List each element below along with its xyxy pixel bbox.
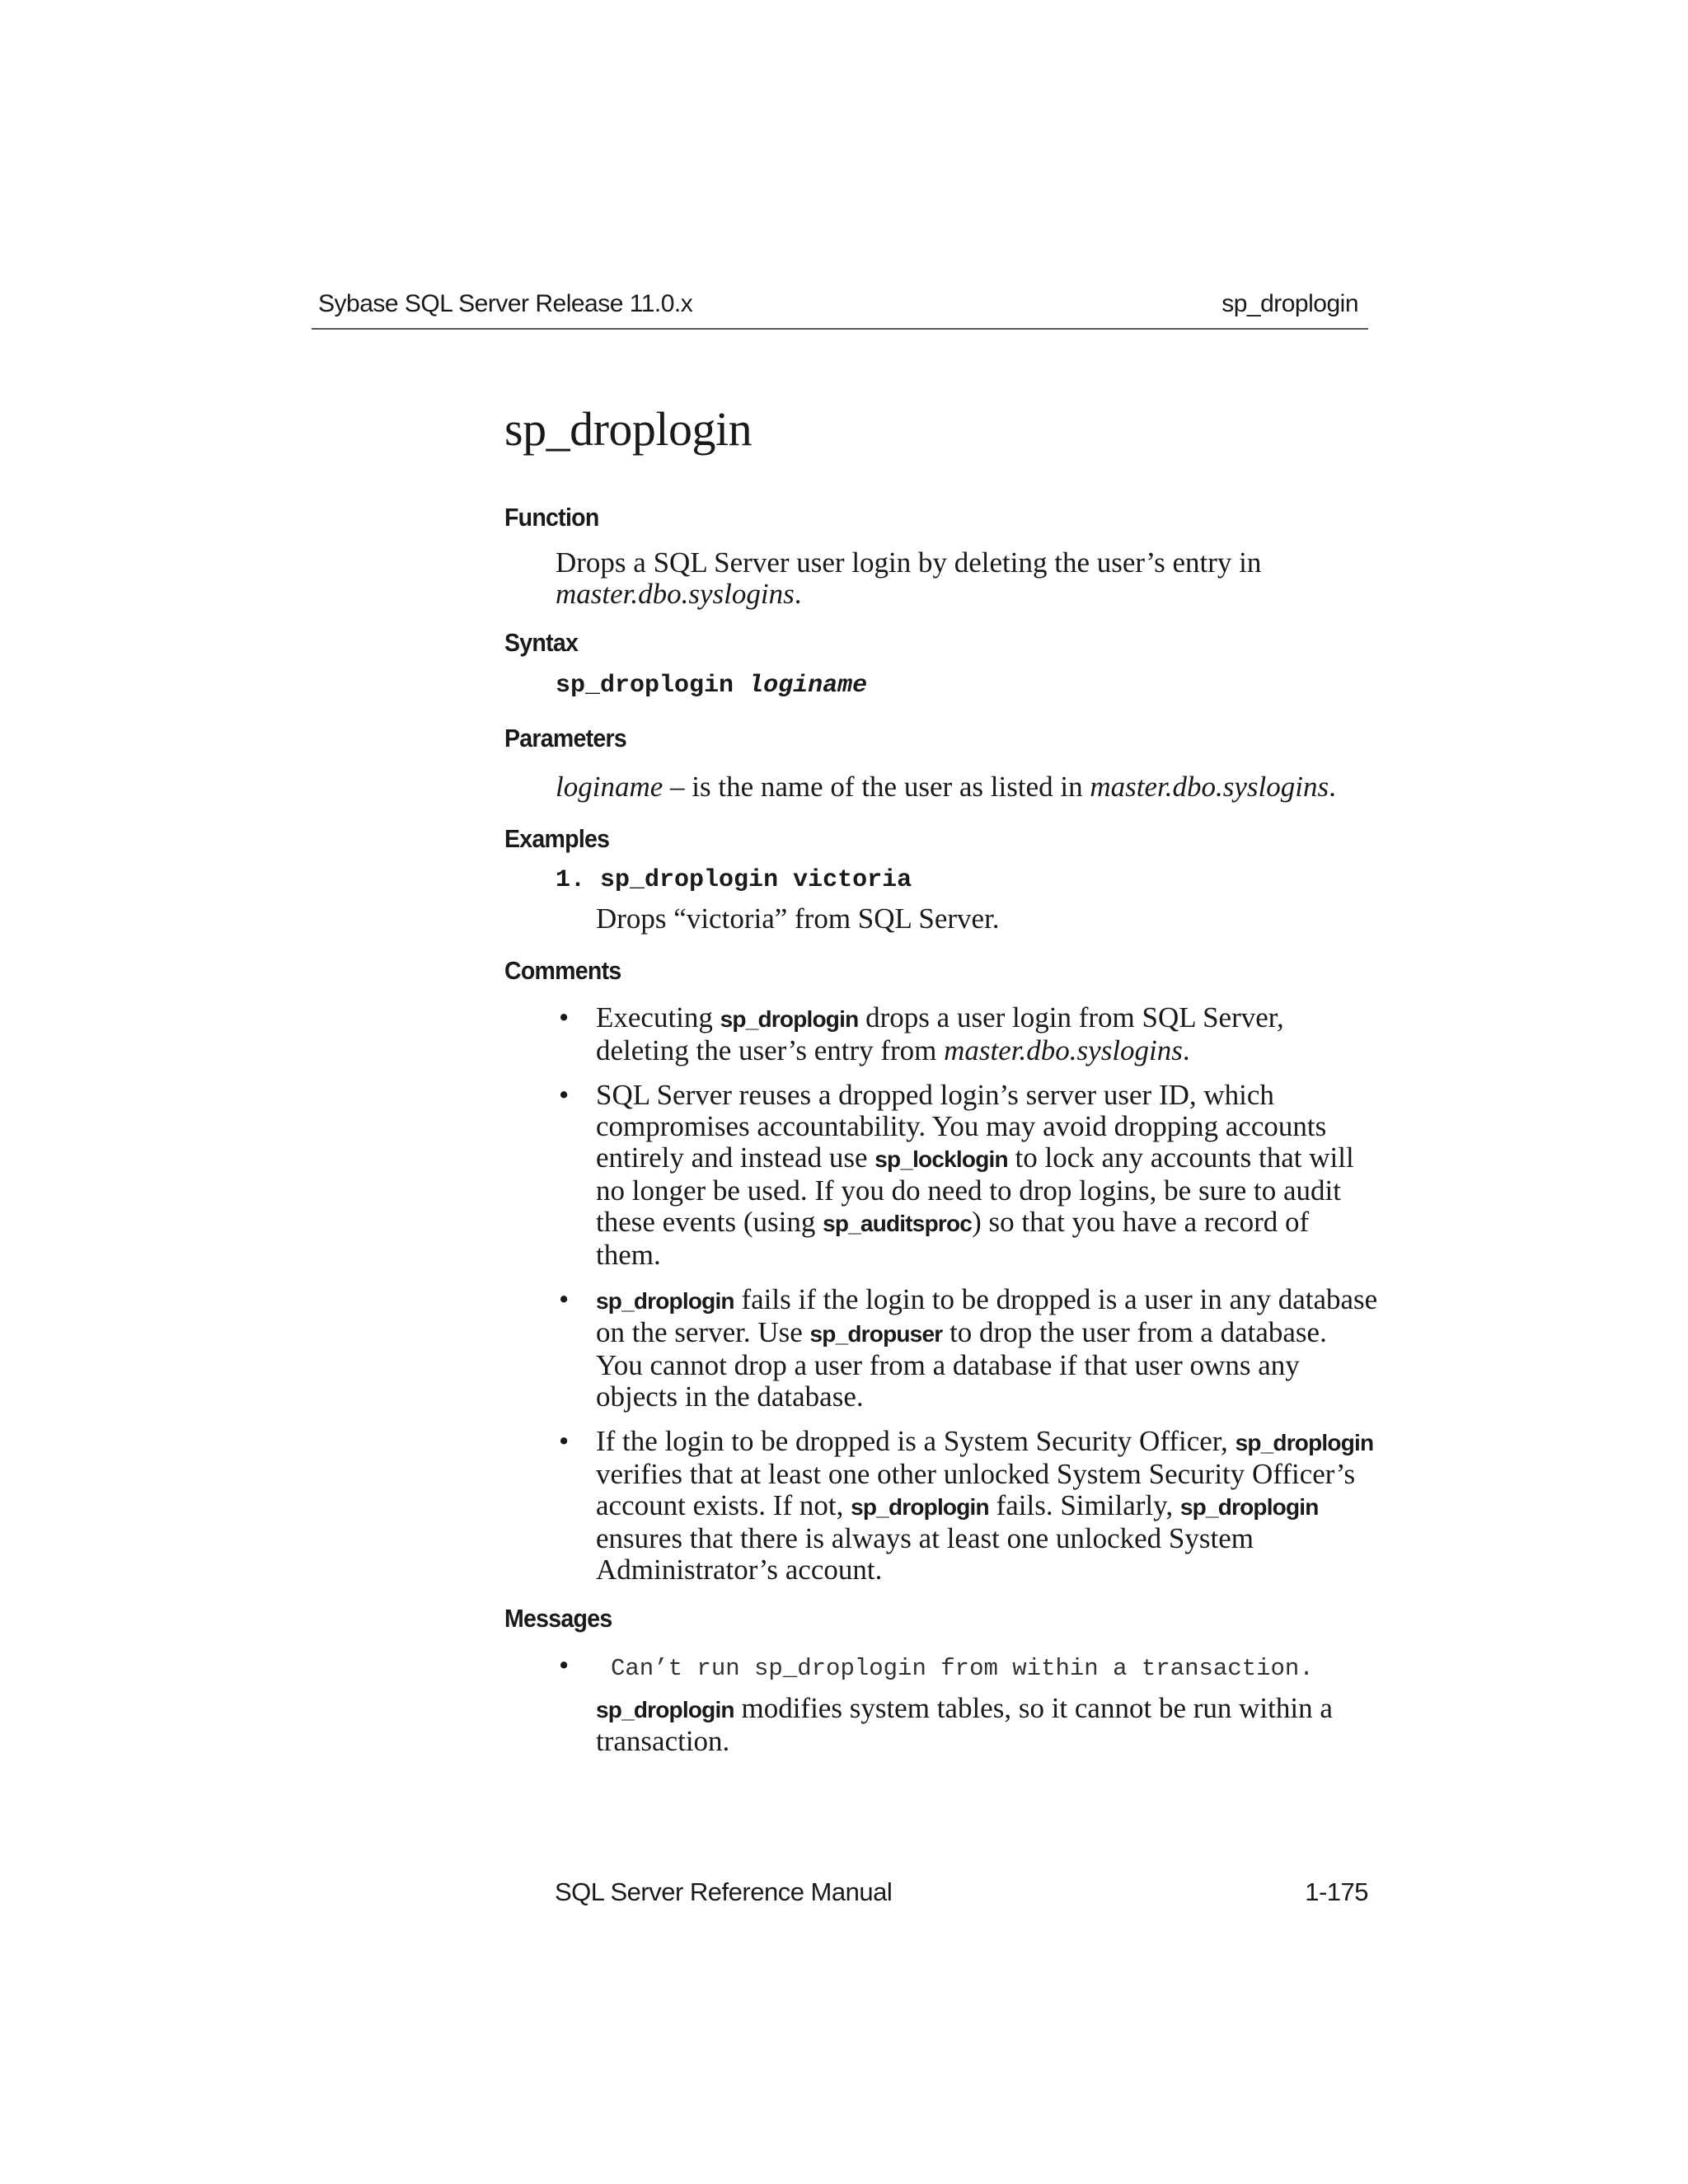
comment-text: fails if the login to be dropped is a user in any database on the server. Use bbox=[596, 1283, 1378, 1348]
parameter-period: . bbox=[1329, 771, 1336, 803]
parameter-table-name: master.dbo.syslogins bbox=[1090, 771, 1329, 803]
comment-text: ) so that you have a record of them. bbox=[596, 1206, 1310, 1271]
proc-name: sp_dropuser bbox=[809, 1321, 943, 1347]
example-1-desc: Drops “victoria” from SQL Server. bbox=[596, 902, 1000, 935]
comment-text: ensures that there is always at least one unlocked System Administrator’s account. bbox=[596, 1522, 1254, 1586]
comment-text: SQL Server reuses a dropped login’s server user ID, which compromises accountability. You may avoid dropping accounts entirely and instead use bbox=[596, 1079, 1327, 1174]
comment-item bbox=[556, 1080, 1378, 1271]
header-topic-label: sp_droplogin bbox=[1221, 290, 1358, 317]
comment-text: . bbox=[1182, 1034, 1190, 1066]
function-period: . bbox=[794, 578, 802, 610]
page-number: 1-175 bbox=[1305, 1877, 1368, 1906]
comments-heading: Comments bbox=[504, 956, 621, 985]
document-body bbox=[504, 501, 1378, 1757]
bullet-dot: • bbox=[559, 1079, 570, 1111]
footer-manual-title: SQL Server Reference Manual bbox=[555, 1877, 893, 1906]
messages-list bbox=[556, 1650, 1378, 1685]
parameter-loginame bbox=[556, 771, 1378, 803]
table-name: master.dbo.syslogins bbox=[944, 1034, 1183, 1066]
message-desc bbox=[596, 1693, 1378, 1757]
function-table-name: master.dbo.syslogins bbox=[556, 578, 795, 610]
message-code: Can’t run sp_droplogin from within a transaction. bbox=[611, 1655, 1314, 1682]
message-item bbox=[556, 1650, 1378, 1685]
function-text-part: Drops a SQL Server user login by deleting the user’s entry in bbox=[556, 546, 1262, 579]
comment-text: If the login to be dropped is a System Security Officer, bbox=[596, 1425, 1236, 1457]
comment-text: verifies that at least one other unlocked System Security Officer’s account exists. If not, bbox=[596, 1458, 1356, 1521]
comment-item bbox=[556, 1426, 1378, 1586]
proc-name: sp_droplogin bbox=[851, 1494, 989, 1520]
proc-name: sp_droplogin bbox=[596, 1697, 734, 1722]
page-title: sp_droplogin bbox=[504, 402, 753, 456]
function-heading: Function bbox=[504, 503, 599, 532]
example-code: sp_droplogin victoria bbox=[600, 866, 912, 894]
bullet-dot: • bbox=[559, 1001, 570, 1033]
comment-item bbox=[556, 1002, 1378, 1066]
proc-name: sp_locklogin bbox=[874, 1146, 1008, 1172]
function-text bbox=[556, 547, 1378, 610]
comment-text: to drop the user from a database. You cannot drop a user from a database if that user owns any objects in the database. bbox=[596, 1316, 1327, 1413]
syntax-proc: sp_droplogin bbox=[556, 672, 734, 700]
syntax-param: loginame bbox=[748, 672, 868, 700]
messages-heading: Messages bbox=[504, 1604, 612, 1633]
proc-name: sp_droplogin bbox=[720, 1006, 859, 1032]
bullet-dot: • bbox=[559, 1649, 570, 1681]
syntax-heading: Syntax bbox=[504, 628, 579, 657]
syntax-code bbox=[556, 669, 1378, 702]
comment-text: Executing bbox=[596, 1001, 720, 1033]
bullet-dot: • bbox=[559, 1425, 570, 1457]
comments-list bbox=[556, 1002, 1378, 1586]
parameter-desc: – is the name of the user as listed in bbox=[663, 771, 1090, 803]
example-1-code bbox=[556, 864, 1378, 897]
header-rule bbox=[312, 328, 1368, 330]
parameters-heading: Parameters bbox=[504, 724, 627, 752]
bullet-dot: • bbox=[559, 1283, 570, 1315]
comment-item bbox=[556, 1284, 1378, 1413]
proc-name: sp_auditsproc bbox=[823, 1211, 973, 1236]
proc-name: sp_droplogin bbox=[596, 1288, 734, 1314]
proc-name: sp_droplogin bbox=[1179, 1494, 1319, 1520]
header-release-label: Sybase SQL Server Release 11.0.x bbox=[318, 290, 693, 317]
comment-text: fails. Similarly, bbox=[988, 1489, 1180, 1521]
message-desc-text: modifies system tables, so it cannot be run within a transaction. bbox=[596, 1692, 1333, 1757]
running-header bbox=[318, 290, 1367, 330]
examples-heading: Examples bbox=[504, 824, 610, 853]
comment-text: drops a user login from SQL Server, deleting the user’s entry from bbox=[596, 1001, 1284, 1066]
comment-text: to lock any accounts that will no longer be used. If you do need to drop logins, be sure to audit these events (using bbox=[596, 1141, 1354, 1238]
proc-name: sp_droplogin bbox=[1235, 1430, 1374, 1455]
example-number: 1. bbox=[556, 866, 586, 894]
parameter-name: loginame bbox=[556, 771, 663, 803]
